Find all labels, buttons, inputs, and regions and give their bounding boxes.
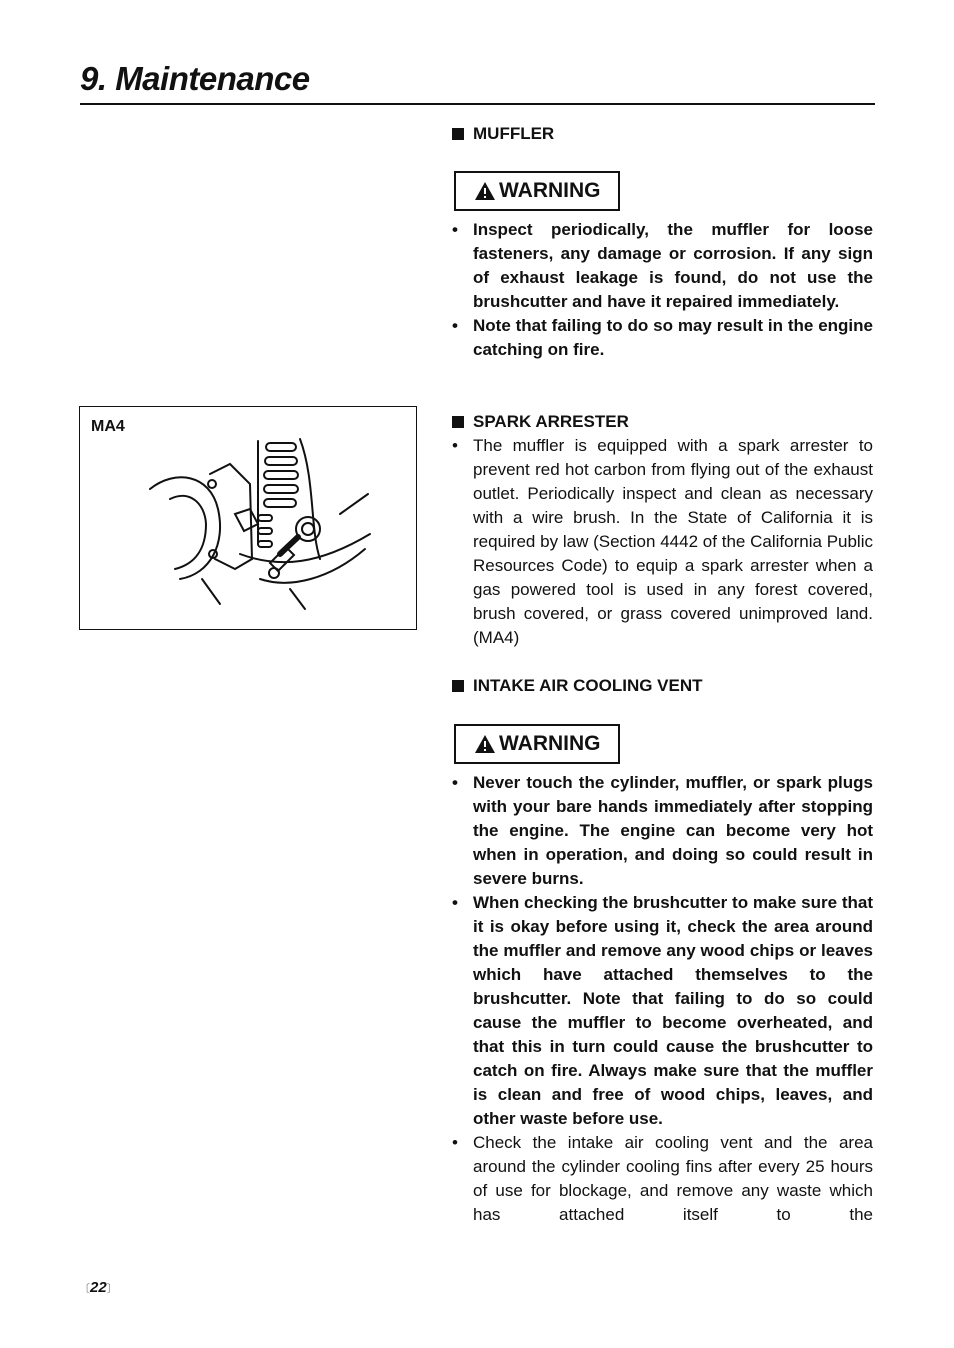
list-item: • Check the intake air cooling vent and the area around the cylinder cooling fins after every 25 hours of use for blockage, and remove any waste which has attached itself to the [452, 1131, 873, 1227]
spark-arrester-text [452, 434, 873, 650]
warning-label: WARNING [499, 732, 601, 755]
black-square-icon [452, 128, 464, 140]
muffler-heading [452, 122, 873, 146]
muffler-illustration [140, 429, 380, 619]
figure-ma4 [79, 406, 417, 630]
warning-box-2 [454, 724, 620, 764]
black-square-icon [452, 416, 464, 428]
figure-label: MA4 [91, 418, 125, 435]
warning-label: WARNING [499, 179, 601, 202]
list-item: • When checking the brushcutter to make sure that it is okay before using it, check the area around the muffler and remove any wood chips or leaves which have attached themselves to the brushcutter. Note that failing to do so could cause the muffler to become overheated, and that this in turn could cause the brushcutter to catch on fire. Always make sure that the muffler is clean and free of wood chips, leaves, and other waste before use. [452, 891, 873, 1131]
black-square-icon [452, 680, 464, 692]
spark-arrester-heading-text: SPARK ARRESTER [473, 412, 629, 431]
muffler-warning-text [452, 218, 873, 362]
list-item: • Note that failing to do so may result in the engine catching on fire. [452, 314, 873, 362]
page-number-value: 22 [90, 1279, 107, 1296]
list-item: • Inspect periodically, the muffler for loose fasteners, any damage or corrosion. If any sign of exhaust leakage is found, do not use the brushcutter and have it repaired immediately. [452, 218, 873, 314]
list-item: • The muffler is equipped with a spark arrester to prevent red hot carbon from flying out of the exhaust outlet. Periodically inspect and clean as necessary with a wire brush. In the State of California it is required by law (Section 4442 of the California Public Resources Code) to equip a spark arrester when a gas powered tool is used in any forest covered, brush covered, or grass covered unimproved land. (MA4) [452, 434, 873, 650]
intake-text [452, 771, 873, 1227]
muffler-heading-text: MUFFLER [473, 124, 555, 143]
page-number: 〔22〕 [79, 1279, 118, 1296]
warning-box-1 [454, 171, 620, 211]
list-item: • Never touch the cylinder, muffler, or spark plugs with your bare hands immediately after stopping the engine. The engine can become very hot when in operation, and doing so could result in severe burns. [452, 771, 873, 891]
warning-triangle-icon [474, 181, 496, 201]
spark-arrester-heading [452, 410, 873, 434]
warning-triangle-icon [474, 734, 496, 754]
intake-heading [452, 674, 873, 698]
page-title: 9. Maintenance [80, 60, 310, 97]
title-rule [80, 103, 875, 105]
intake-heading-text: INTAKE AIR COOLING VENT [473, 676, 703, 695]
